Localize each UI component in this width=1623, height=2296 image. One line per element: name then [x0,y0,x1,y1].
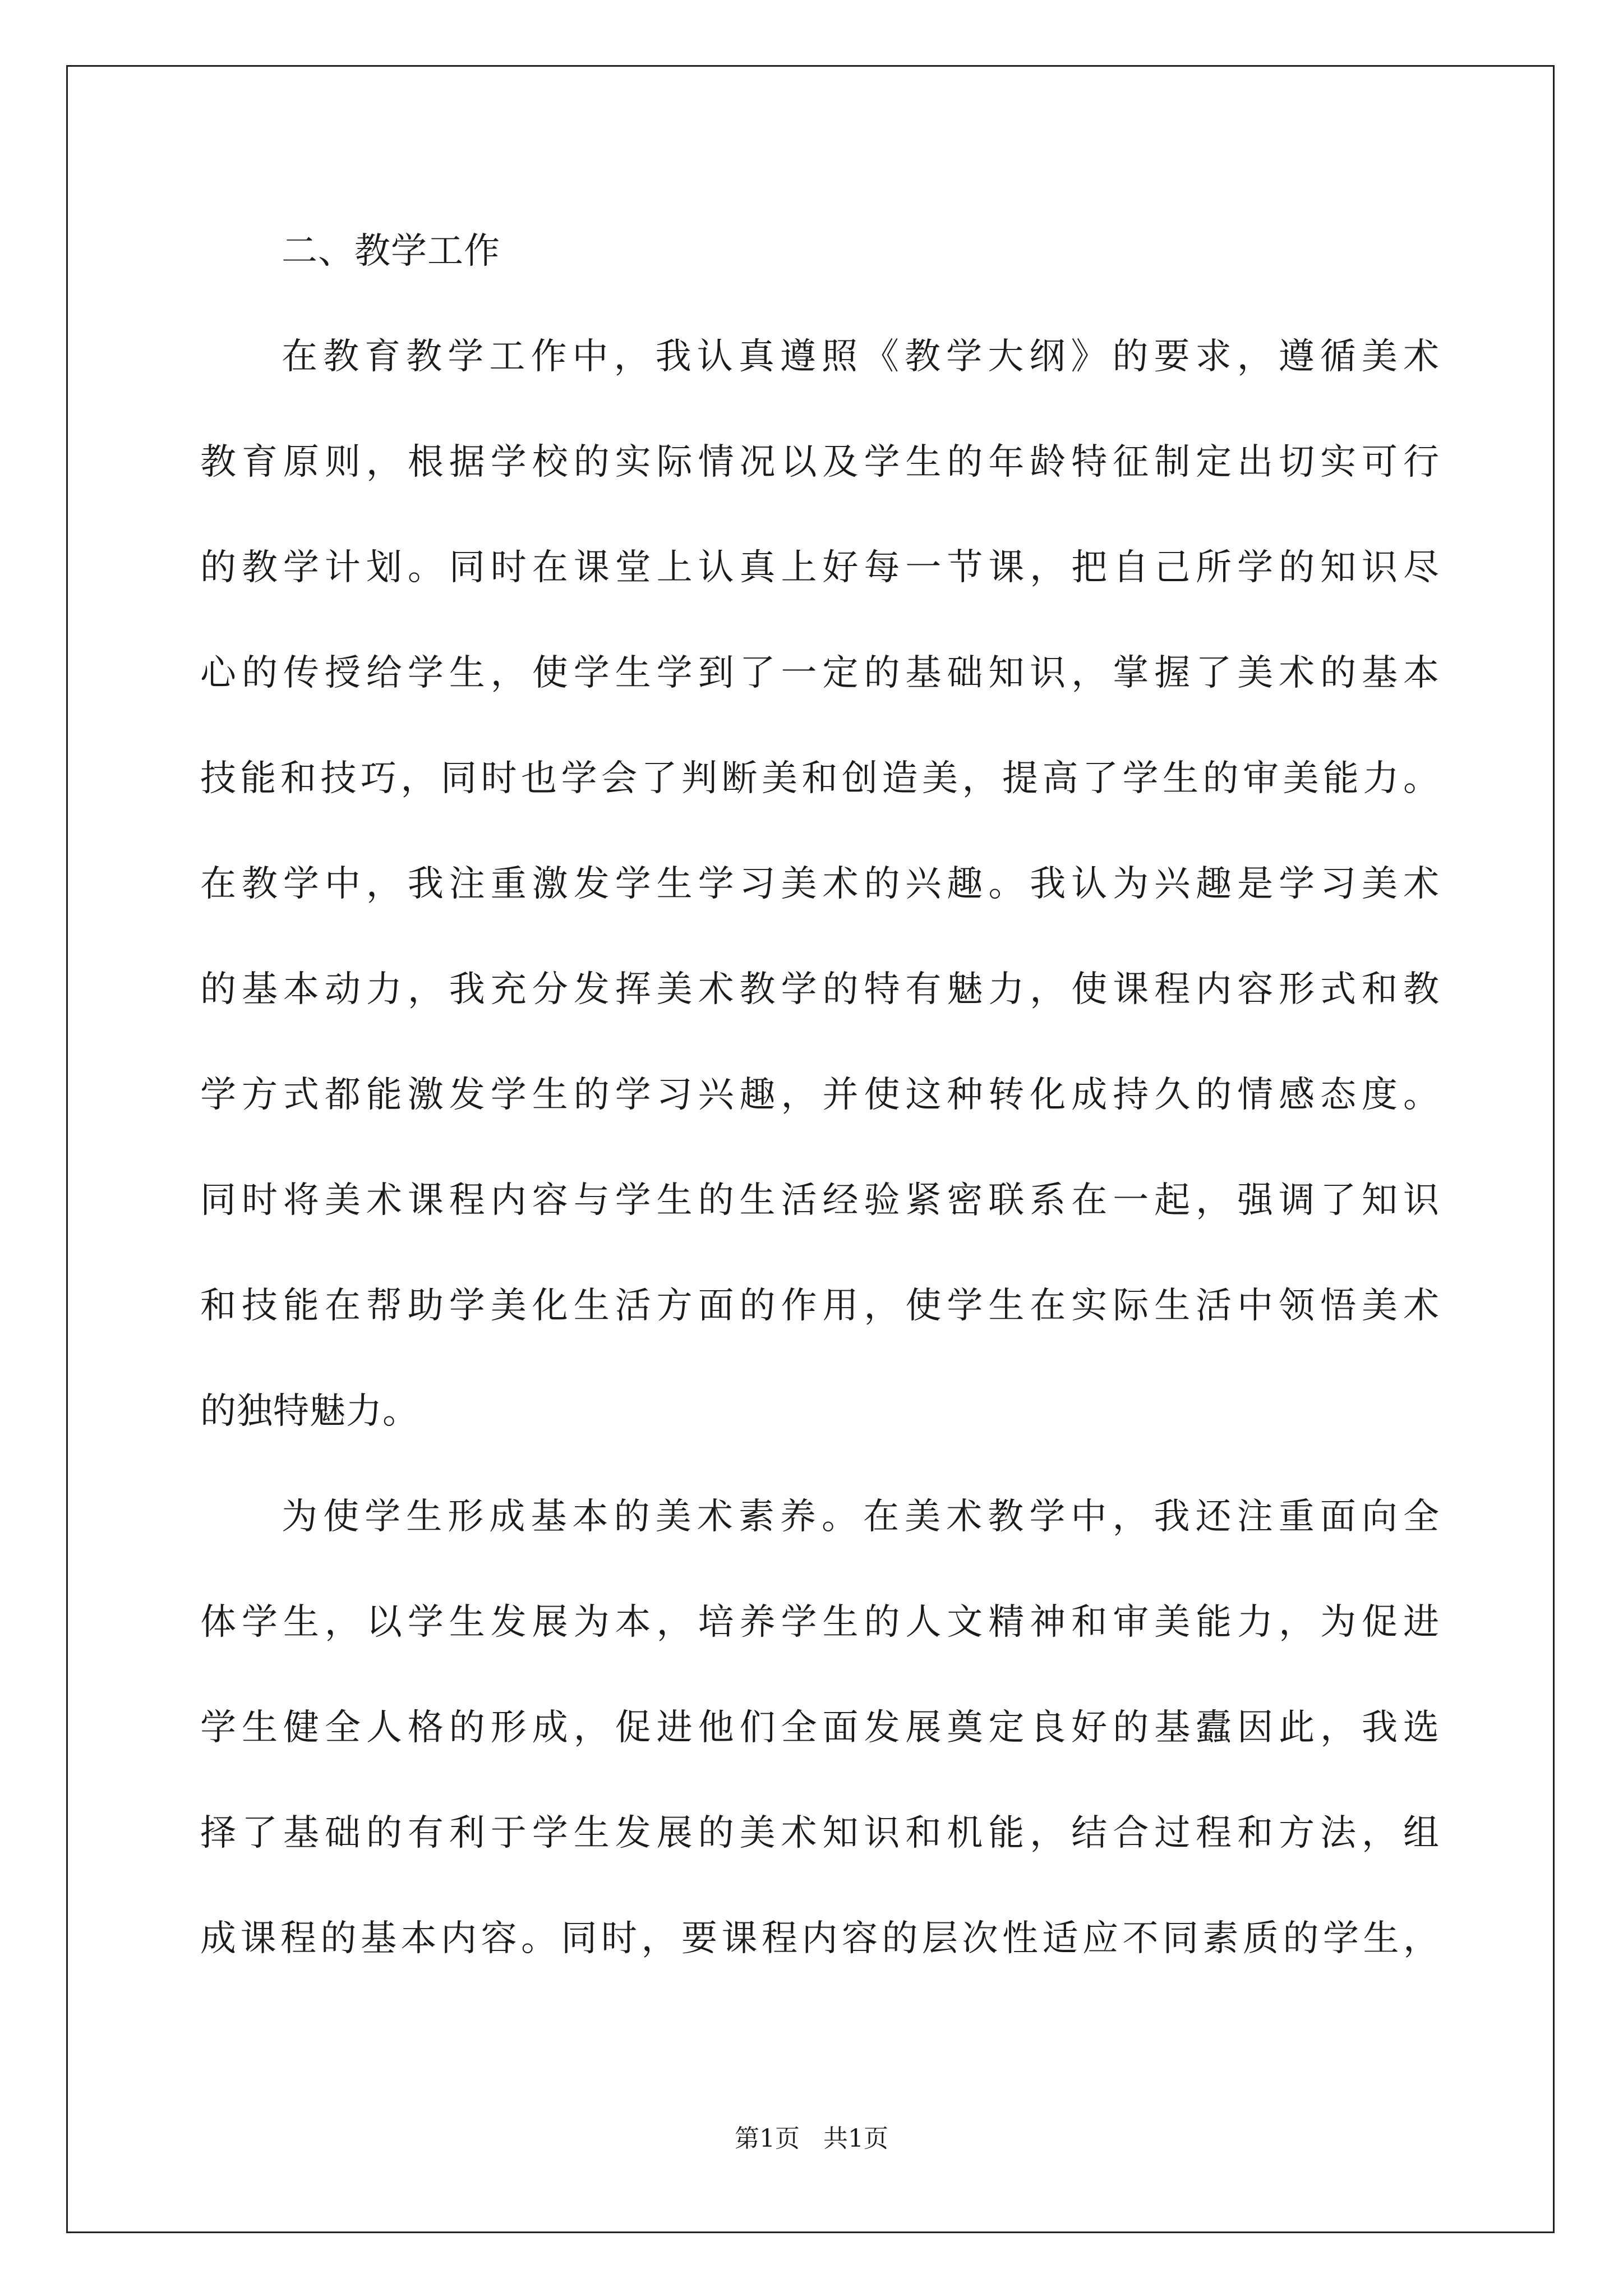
paragraph-line: 技能和技巧，同时也学会了判断美和创造美，提高了学生的审美能力。 [200,758,1440,799]
paragraph-line: 在教育教学工作中，我认真遵照《教学大纲》的要求，遵循美术 [282,336,1440,378]
page-number-footer: 第1页 共1页 [735,2124,888,2153]
paragraph-line: 成课程的基本内容。同时，要课程内容的层次性适应不同素质的学生， [200,1918,1440,1959]
paragraph-line: 在教学中，我注重激发学生学习美术的兴趣。我认为兴趣是学习美术 [200,863,1440,905]
paragraph-line: 的独特魅力。 [200,1391,419,1432]
paragraph-line: 学生健全人格的形成，促进他们全面发展奠定良好的基蠹因此，我选 [200,1707,1440,1749]
paragraph-line: 心的传授给学生，使学生学到了一定的基础知识，掌握了美术的基本 [200,652,1440,694]
paragraph-line: 同时将美术课程内容与学生的生活经验紧密联系在一起，强调了知识 [200,1180,1440,1221]
paragraph-line: 学方式都能激发学生的学习兴趣，并使这种转化成持久的情感态度。 [200,1074,1440,1116]
paragraph-line: 体学生，以学生发展为本，培养学生的人文精神和审美能力，为促进 [200,1602,1440,1643]
paragraph-line: 教育原则，根据学校的实际情况以及学生的年龄特征制定出切实可行 [200,441,1440,483]
section-heading: 二、教学工作 [282,231,500,272]
paragraph-line: 的教学计划。同时在课堂上认真上好每一节课，把自己所学的知识尽 [200,547,1440,588]
paragraph-line: 为使学生形成基本的美术素养。在美术教学中，我还注重面向全 [282,1496,1440,1538]
paragraph-line: 择了基础的有利于学生发展的美术知识和机能，结合过程和方法，组 [200,1812,1440,1854]
paragraph-line: 和技能在帮助学美化生活方面的作用，使学生在实际生活中领悟美术 [200,1285,1440,1327]
page-border [66,65,1555,2233]
paragraph-line: 的基本动力，我充分发挥美术教学的特有魅力，使课程内容形式和教 [200,969,1440,1010]
